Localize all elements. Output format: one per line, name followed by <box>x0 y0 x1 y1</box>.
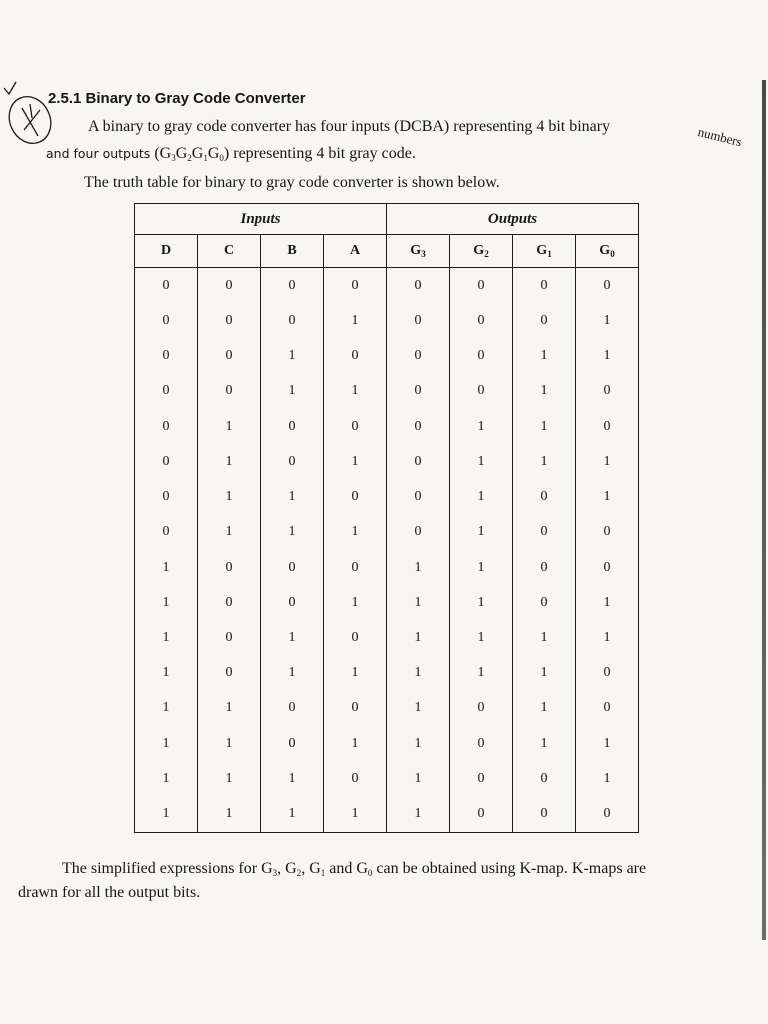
table-cell: 1 <box>450 550 513 585</box>
table-cell: 0 <box>513 479 576 514</box>
summary-line-1: The simplified expressions for $G_3$, $G_2$, $G_1$ and $G_0$ can be obtained using K-map. K-maps are <box>62 860 647 878</box>
table-cell: 0 <box>261 691 324 726</box>
column-header-g3: $G_3$ <box>387 235 450 268</box>
table-cell: 1 <box>135 620 198 655</box>
table-cell: 1 <box>387 691 450 726</box>
table-cell: 1 <box>387 656 450 691</box>
inputs-group-header: Inputs <box>135 204 387 235</box>
table-cell: 1 <box>387 585 450 620</box>
table-cell: 0 <box>135 515 198 550</box>
table-cell: 0 <box>513 550 576 585</box>
truth-table-body <box>135 268 639 833</box>
table-cell: 1 <box>576 585 639 620</box>
table-cell: 0 <box>450 691 513 726</box>
table-cell: 0 <box>198 303 261 338</box>
table-cell: 0 <box>450 303 513 338</box>
table-cell: 1 <box>450 515 513 550</box>
table-cell: 1 <box>450 585 513 620</box>
table-cell: 0 <box>261 303 324 338</box>
output-list: $(G_3G_2G_1G_0)$ <box>154 145 230 163</box>
truth-table <box>134 203 639 833</box>
table-cell: 1 <box>450 656 513 691</box>
table-cell: 0 <box>513 515 576 550</box>
table-cell: 1 <box>135 585 198 620</box>
table-cell: 0 <box>261 550 324 585</box>
table-cell: 0 <box>450 268 513 304</box>
table-cell: 1 <box>198 726 261 761</box>
table-cell: 1 <box>261 797 324 833</box>
table-cell: 1 <box>198 761 261 796</box>
table-cell: 0 <box>135 444 198 479</box>
table-cell: 1 <box>576 761 639 796</box>
column-header-row <box>135 235 639 268</box>
table-cell: 0 <box>324 761 387 796</box>
table-cell: 0 <box>198 268 261 304</box>
table-cell: 0 <box>576 374 639 409</box>
table-cell: 0 <box>135 479 198 514</box>
table-cell: 1 <box>135 656 198 691</box>
table-cell: 0 <box>576 797 639 833</box>
table-row <box>135 550 639 585</box>
table-cell: 0 <box>387 444 450 479</box>
intro-line-1-tail: numbers <box>696 124 744 150</box>
table-cell: 0 <box>576 515 639 550</box>
table-cell: 0 <box>135 374 198 409</box>
section-title: Binary to Gray Code Converter <box>85 90 306 107</box>
table-cell: 1 <box>513 620 576 655</box>
column-header-d: D <box>135 235 198 268</box>
table-cell: 1 <box>513 339 576 374</box>
table-cell: 0 <box>261 585 324 620</box>
handwritten-prefix: and four outputs <box>46 146 151 161</box>
table-cell: 0 <box>324 268 387 304</box>
table-cell: 1 <box>261 620 324 655</box>
table-cell: 1 <box>576 444 639 479</box>
table-row <box>135 409 639 444</box>
table-cell: 1 <box>576 303 639 338</box>
table-row <box>135 515 639 550</box>
table-cell: 1 <box>513 726 576 761</box>
table-cell: 0 <box>261 726 324 761</box>
handwritten-tick-mark <box>0 78 60 148</box>
table-cell: 1 <box>387 620 450 655</box>
table-row <box>135 797 639 833</box>
table-cell: 0 <box>387 303 450 338</box>
table-cell: 1 <box>261 479 324 514</box>
table-cell: 0 <box>324 479 387 514</box>
table-cell: 0 <box>135 409 198 444</box>
table-cell: 0 <box>324 339 387 374</box>
table-cell: 1 <box>513 374 576 409</box>
table-cell: 0 <box>135 339 198 374</box>
intro-line-2-suffix: representing 4 bit gray code. <box>233 145 416 162</box>
table-cell: 1 <box>198 409 261 444</box>
table-cell: 1 <box>576 339 639 374</box>
table-cell: 1 <box>576 479 639 514</box>
table-row <box>135 444 639 479</box>
table-cell: 0 <box>261 268 324 304</box>
section-number: 2.5.1 <box>48 90 82 107</box>
table-cell: 0 <box>450 797 513 833</box>
table-cell: 1 <box>324 656 387 691</box>
table-cell: 1 <box>387 761 450 796</box>
table-cell: 1 <box>387 726 450 761</box>
column-header-g0: $G_0$ <box>576 235 639 268</box>
table-row <box>135 656 639 691</box>
table-cell: 0 <box>450 726 513 761</box>
table-cell: 0 <box>576 656 639 691</box>
table-cell: 1 <box>198 515 261 550</box>
column-header-g1: $G_1$ <box>513 235 576 268</box>
intro-line-1: A binary to gray code converter has four inputs (DCBA) representing 4 bit binary <box>88 118 611 135</box>
table-cell: 1 <box>324 303 387 338</box>
table-caption: The truth table for binary to gray code converter is shown below. <box>84 174 500 191</box>
table-cell: 0 <box>450 761 513 796</box>
table-row <box>135 374 639 409</box>
table-cell: 0 <box>198 550 261 585</box>
table-cell: 0 <box>387 374 450 409</box>
table-cell: 0 <box>261 409 324 444</box>
table-cell: 1 <box>261 656 324 691</box>
table-cell: 0 <box>513 268 576 304</box>
column-header-c: C <box>198 235 261 268</box>
table-cell: 0 <box>450 339 513 374</box>
table-cell: 1 <box>450 620 513 655</box>
table-cell: 1 <box>576 726 639 761</box>
column-header-b: B <box>261 235 324 268</box>
table-cell: 1 <box>450 479 513 514</box>
table-cell: 1 <box>198 797 261 833</box>
table-cell: 1 <box>513 409 576 444</box>
table-cell: 1 <box>324 444 387 479</box>
table-cell: 1 <box>576 620 639 655</box>
table-cell: 0 <box>387 515 450 550</box>
table-cell: 0 <box>513 585 576 620</box>
table-cell: 1 <box>135 726 198 761</box>
table-cell: 1 <box>261 761 324 796</box>
table-cell: 0 <box>198 620 261 655</box>
table-row <box>135 691 639 726</box>
table-cell: 1 <box>324 726 387 761</box>
table-cell: 1 <box>135 797 198 833</box>
table-row <box>135 339 639 374</box>
table-row <box>135 585 639 620</box>
summary-line-2: drawn for all the output bits. <box>18 884 201 901</box>
table-cell: 0 <box>450 374 513 409</box>
table-cell: 0 <box>324 409 387 444</box>
column-header-a: A <box>324 235 387 268</box>
table-cell: 0 <box>576 550 639 585</box>
table-row <box>135 761 639 796</box>
page-edge-shadow <box>762 80 766 940</box>
table-cell: 0 <box>387 409 450 444</box>
table-cell: 1 <box>324 797 387 833</box>
table-cell: 0 <box>135 303 198 338</box>
table-cell: 1 <box>324 585 387 620</box>
table-cell: 0 <box>513 797 576 833</box>
table-row <box>135 303 639 338</box>
table-row <box>135 726 639 761</box>
table-cell: 0 <box>576 409 639 444</box>
table-row <box>135 268 639 304</box>
table-cell: 0 <box>387 479 450 514</box>
table-row <box>135 479 639 514</box>
table-cell: 1 <box>513 444 576 479</box>
table-cell: 0 <box>324 550 387 585</box>
table-cell: 1 <box>261 339 324 374</box>
table-cell: 0 <box>324 691 387 726</box>
intro-line-2 <box>46 145 416 163</box>
table-cell: 1 <box>513 656 576 691</box>
table-cell: 1 <box>261 374 324 409</box>
table-cell: 0 <box>198 339 261 374</box>
section-heading <box>48 90 306 107</box>
table-cell: 0 <box>135 268 198 304</box>
table-cell: 0 <box>198 656 261 691</box>
table-cell: 0 <box>324 620 387 655</box>
table-cell: 1 <box>198 444 261 479</box>
table-cell: 0 <box>387 268 450 304</box>
table-cell: 1 <box>450 444 513 479</box>
table-cell: 1 <box>324 374 387 409</box>
table-cell: 1 <box>387 797 450 833</box>
table-cell: 0 <box>513 761 576 796</box>
table-cell: 0 <box>576 691 639 726</box>
table-cell: 1 <box>324 515 387 550</box>
table-cell: 0 <box>513 303 576 338</box>
table-cell: 1 <box>261 515 324 550</box>
column-header-g2: $G_2$ <box>450 235 513 268</box>
table-cell: 1 <box>135 550 198 585</box>
table-cell: 0 <box>261 444 324 479</box>
table-cell: 1 <box>513 691 576 726</box>
table-cell: 0 <box>198 585 261 620</box>
table-cell: 1 <box>198 691 261 726</box>
table-cell: 1 <box>450 409 513 444</box>
outputs-group-header: Outputs <box>387 204 639 235</box>
table-cell: 1 <box>135 691 198 726</box>
table-cell: 1 <box>198 479 261 514</box>
table-cell: 0 <box>387 339 450 374</box>
table-cell: 1 <box>135 761 198 796</box>
table-cell: 0 <box>576 268 639 304</box>
table-cell: 0 <box>198 374 261 409</box>
table-cell: 1 <box>387 550 450 585</box>
table-row <box>135 620 639 655</box>
